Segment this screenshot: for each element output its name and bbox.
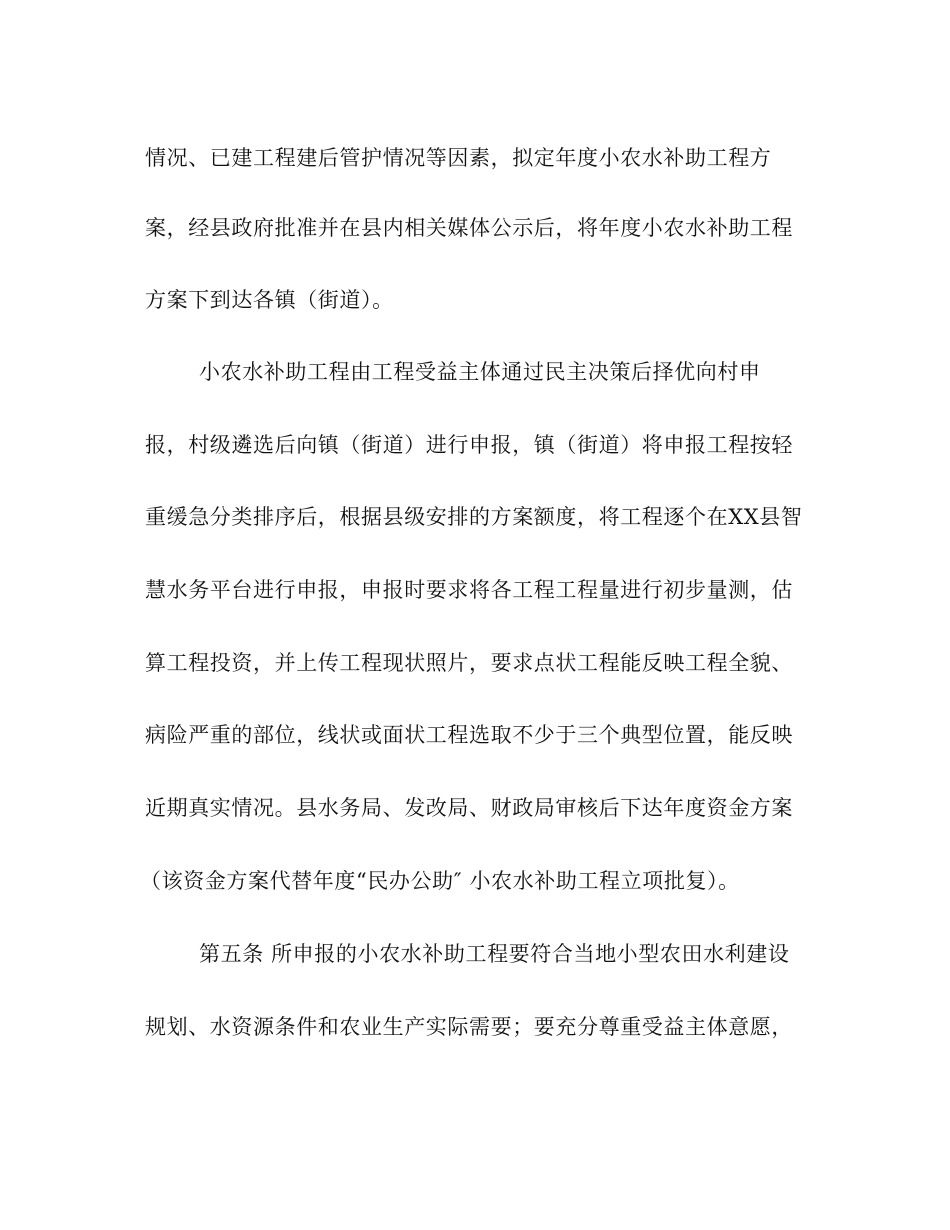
text-line: 报，村级遴选后向镇（街道）进行申报，镇（街道）将申报工程按轻 <box>145 433 793 457</box>
text-line: 第五条 所申报的小农水补助工程要符合当地小型农田水利建设 <box>199 942 790 966</box>
text-line: 情况、已建工程建后管护情况等因素，拟定年度小农水补助工程方 <box>145 146 772 170</box>
text-line: 病险严重的部位，线状或面状工程选取不少于三个典型位置，能反映 <box>145 723 793 747</box>
text-line: 方案下到达各镇（街道）。 <box>145 288 394 312</box>
text-line: （该资金方案代替年度“民办公助″ 小农水补助工程立项批复）。 <box>140 869 740 893</box>
text-line: 小农水补助工程由工程受益主体通过民主决策后择优向村申 <box>199 360 761 384</box>
text-line: 慧水务平台进行申报，申报时要求将各工程工程量进行初步量测，估 <box>145 578 793 602</box>
text-line: 规划、水资源条件和农业生产实际需要；要充分尊重受益主体意愿， <box>145 1015 793 1039</box>
text-line: 案，经县政府批准并在县内相关媒体公示后，将年度小农水补助工程 <box>145 216 793 240</box>
text-line: 重缓急分类排序后，根据县级安排的方案额度，将工程逐个在XX县智 <box>145 505 803 529</box>
text-line: 近期真实情况。县水务局、发改局、财政局审核后下达年度资金方案 <box>145 796 793 820</box>
text-line: 算工程投资，并上传工程现状照片，要求点状工程能反映工程全貌、 <box>145 651 793 675</box>
